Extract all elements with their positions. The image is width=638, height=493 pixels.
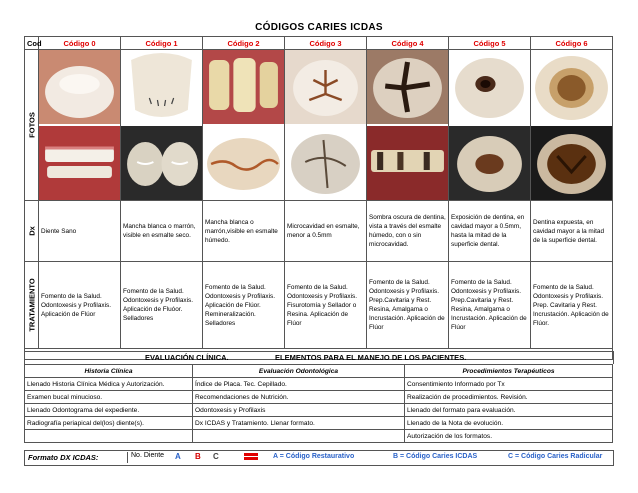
teeth-photo-code-2-closeup xyxy=(203,50,284,124)
tooth-photo-code-5-occlusal xyxy=(449,126,530,200)
dx-cell: Exposición de dentina, en cavidad mayor a 0.5mm, hasta la mitad de la superficie dental. xyxy=(449,201,531,262)
procedimientos-header: Procedimientos Terapéuticos xyxy=(405,365,613,378)
tooth-photo-code-1-closeup xyxy=(121,50,202,124)
photo-cell-6 xyxy=(531,50,613,201)
treatment-cell: Fomento de la Salud. Odontoxesis y Profilaxis. Prep. Cavitaria y Rest. Incrustación. Aplicación de Flúor. xyxy=(531,262,613,349)
treatment-cell: Fomento de la Salud. Odontoxesis y Profilaxis. Fisurotomía y Sellador o Resina. Aplicación de Flúor xyxy=(285,262,367,349)
evaluation-row xyxy=(25,404,613,417)
code-b-description: B = Código Caries ICDAS xyxy=(393,453,478,460)
photo-cell-2 xyxy=(203,50,285,201)
cod-header: Cod xyxy=(25,37,39,50)
photo-cell-5 xyxy=(449,50,531,201)
evaluation-row xyxy=(25,417,613,430)
evaluation-row xyxy=(25,391,613,404)
code-3-header: Código 3 xyxy=(285,37,367,50)
code-a-description: A = Código Restaurativo xyxy=(273,453,355,460)
tratamiento-label: TRATAMIENTO xyxy=(25,262,39,349)
tooth-photo-code-3-closeup xyxy=(285,50,366,124)
evaluation-cell: Recomendaciones de Nutrición. xyxy=(193,391,405,404)
code-4-header: Código 4 xyxy=(367,37,449,50)
dx-cell: Diente Sano xyxy=(39,201,121,262)
evaluation-cell: Autorización de los formatos. xyxy=(405,430,613,443)
header-row xyxy=(25,37,613,50)
evaluation-cell xyxy=(25,430,193,443)
photo-cell-0 xyxy=(39,50,121,201)
tooth-photo-code-2-occlusal xyxy=(203,126,284,200)
treatment-cell: Fomento de la Salud. Odontoxesis y Profilaxis. Aplicación de Flúor. Remineralización. Selladores xyxy=(203,262,285,349)
code-6-header: Código 6 xyxy=(531,37,613,50)
photos-row xyxy=(25,50,613,201)
dx-row xyxy=(25,201,613,262)
tooth-photo-code-0-closeup xyxy=(39,50,120,124)
evaluation-cell: Radiografía periapical del(los) diente(s). xyxy=(25,417,193,430)
management-title: ELEMENTOS PARA EL MANEJO DE LOS PACIENTES. xyxy=(275,353,467,362)
evaluation-cell: Dx ICDAS y Tratamiento. Llenar formato. xyxy=(193,417,405,430)
no-diente-label: No. Diente xyxy=(127,452,164,463)
evaluation-cell: Odontoxesis y Profilaxis xyxy=(193,404,405,417)
treatment-cell: Fomento de la Salud. Odontoxesis y Profilaxis. Aplicación de Fluóor. Selladores xyxy=(121,262,203,349)
photo-cell-1 xyxy=(121,50,203,201)
dx-cell: Mancha blanca o marrón,visible en esmalte húmedo. xyxy=(203,201,285,262)
evaluation-header-row xyxy=(25,365,613,378)
evaluation-cell: Llenado de la Nota de evolución. xyxy=(405,417,613,430)
evaluation-cell: Llenado Odontograma del expediente. xyxy=(25,404,193,417)
code-c-letter: C xyxy=(213,452,219,461)
teeth-photo-code-0-smile xyxy=(39,126,120,200)
treatment-cell: Fomento de la Salud. Odontoxesis y Profilaxis. Prep.Cavitaria y Rest. Resina, Amalgama o Incrustación. Aplicación de Flúor xyxy=(367,262,449,349)
code-0-header: Código 0 xyxy=(39,37,121,50)
code-b-letter: B xyxy=(195,452,201,461)
treatment-cell: Fomento de la Salud. Odontoxesis y Profilaxis. Prep.Cavitaria y Rest. Resina, Amalgama o Incrustación. Aplicación de Flúor xyxy=(449,262,531,349)
code-2-header: Código 2 xyxy=(203,37,285,50)
evaluation-row xyxy=(25,430,613,443)
code-c-description: C = Código Caries Radicular xyxy=(508,453,603,460)
code-1-header: Código 1 xyxy=(121,37,203,50)
code-a-letter: A xyxy=(175,452,181,461)
tooth-photo-code-5-closeup xyxy=(449,50,530,124)
dx-label: Dx xyxy=(25,201,39,262)
code-c-bars-icon xyxy=(244,453,258,463)
dx-cell: Microcavidad en esmalte, menor a 0.5mm xyxy=(285,201,367,262)
evaluation-table xyxy=(24,364,613,443)
format-legend xyxy=(24,450,614,466)
teeth-photo-code-4-front xyxy=(367,126,448,200)
dx-cell: Dentina expuesta, en cavidad mayor a la mitad de la superficie dental. xyxy=(531,201,613,262)
evaluation-cell: Consentimiento Informado por Tx xyxy=(405,378,613,391)
fotos-label: FOTOS xyxy=(25,50,39,201)
code-5-header: Código 5 xyxy=(449,37,531,50)
tratamiento-row xyxy=(25,262,613,349)
tooth-photo-code-1-occlusal xyxy=(121,126,202,200)
evaluation-cell: Realización de procedimientos. Revisión. xyxy=(405,391,613,404)
tooth-photo-code-6-closeup xyxy=(531,50,612,124)
photo-cell-3 xyxy=(285,50,367,201)
evaluation-cell xyxy=(193,430,405,443)
historia-clinica-header: Historia Clínica xyxy=(25,365,193,378)
evaluation-cell: Índice de Placa. Tec. Cepillado. xyxy=(193,378,405,391)
evaluation-cell: Examen bucal minucioso. xyxy=(25,391,193,404)
page-title: CÓDIGOS CARIES ICDAS xyxy=(255,22,383,33)
evaluation-cell: Llenado del formato para evaluación. xyxy=(405,404,613,417)
icdas-codes-table xyxy=(24,36,613,360)
treatment-cell: Fomento de la Salud. Odontoxesis y Profilaxis. Aplicación de Flúor xyxy=(39,262,121,349)
evaluation-title-bar xyxy=(24,351,614,364)
evaluation-cell: Llenado Historia Clínica Médica y Autorización. xyxy=(25,378,193,391)
tooth-photo-code-6-occlusal xyxy=(531,126,612,200)
evaluacion-odontologica-header: Evaluación Odontológica xyxy=(193,365,405,378)
photo-cell-4 xyxy=(367,50,449,201)
tooth-photo-code-4-closeup xyxy=(367,50,448,124)
dx-cell: Mancha blanca o marrón, visible en esmalte seco. xyxy=(121,201,203,262)
tooth-photo-code-3-occlusal xyxy=(285,126,366,200)
evaluation-row xyxy=(25,378,613,391)
format-label: Formato DX ICDAS: xyxy=(28,453,99,462)
evaluation-title: EVALUACIÓN CLÍNICA. xyxy=(145,353,229,362)
dx-cell: Sombra oscura de dentina, vista a través del esmalte húmedo, con o sin microcavidad. xyxy=(367,201,449,262)
